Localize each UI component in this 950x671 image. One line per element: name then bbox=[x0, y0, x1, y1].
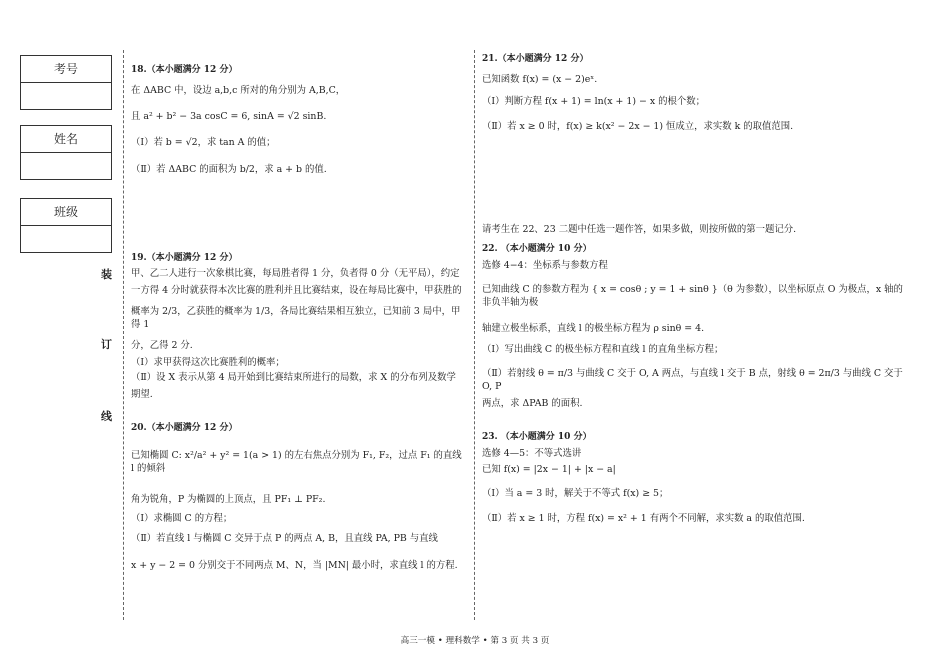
q21-line: （Ⅱ）若 x ≥ 0 时，f(x) ≥ k(x² − 2x − 1) 恒成立，求实数 k 的取值范围. bbox=[482, 121, 794, 132]
q19-heading: 19.（本小题满分 12 分） bbox=[131, 253, 238, 263]
exam-number-blank bbox=[21, 83, 111, 109]
q20-line: x + y − 2 = 0 分别交于不同两点 M、N，当 |MN| 最小时，求直线 l 的方程. bbox=[131, 560, 458, 571]
q18-line: （Ⅰ）若 b = √2，求 tan A 的值； bbox=[131, 137, 276, 148]
q18-line: 且 a² + b² − 3a cosC = 6, sinA = √2 sinB. bbox=[131, 111, 327, 122]
q19-line: （Ⅱ）设 X 表示从第 4 局开始到比赛结束所进行的局数，求 X 的分布列及数学 bbox=[131, 372, 456, 383]
question-19 bbox=[131, 252, 466, 401]
q20-line: 角为锐角，P 为椭圆的上顶点，且 PF₁ ⊥ PF₂. bbox=[131, 494, 326, 505]
name-blank bbox=[21, 153, 111, 179]
seal-char-1: 装 bbox=[101, 268, 112, 281]
exam-number-label: 考号 bbox=[21, 56, 111, 83]
question-20 bbox=[131, 422, 466, 572]
q18-heading: 18.（本小题满分 12 分） bbox=[131, 65, 238, 75]
q21-line: 已知函数 f(x) = (x − 2)eˣ. bbox=[482, 74, 598, 85]
q23-line: 已知 f(x) = |2x − 1| + |x − a| bbox=[482, 464, 616, 475]
q18-line: （Ⅱ）若 ΔABC 的面积为 b/2，求 a + b 的值. bbox=[131, 164, 327, 175]
q19-line: 甲、乙二人进行一次象棋比赛，每局胜者得 1 分，负者得 0 分（无平局），约定 bbox=[131, 268, 460, 279]
q18-line: 在 ΔABC 中，设边 a,b,c 所对的角分别为 A,B,C， bbox=[131, 85, 346, 96]
q22-heading: 22. （本小题满分 10 分） bbox=[482, 244, 592, 254]
name-box bbox=[20, 125, 112, 180]
q19-line: 概率为 2/3，乙获胜的概率为 1/3，各局比赛结果相互独立，已知前 3 局中，甲得 1 bbox=[131, 306, 461, 330]
class-box bbox=[20, 198, 112, 253]
q22-line: 已知曲线 C 的参数方程为 { x = cosθ ; y = 1 + sinθ }（θ 为参数），以坐标原点 O 为极点，x 轴的非负半轴为极 bbox=[482, 284, 903, 308]
exam-number-box bbox=[20, 55, 112, 110]
column-divider bbox=[474, 50, 475, 620]
q23-line: （Ⅱ）若 x ≥ 1 时，方程 f(x) = x² + 1 有两个不同解，求实数 a 的取值范围. bbox=[482, 513, 805, 524]
q20-line: （Ⅰ）求椭圆 C 的方程； bbox=[131, 513, 233, 524]
q19-line: 期望. bbox=[131, 389, 153, 400]
binding-line bbox=[123, 50, 124, 620]
q19-line: 一方得 4 分时就获得本次比赛的胜利并且比赛结束，设在每局比赛中，甲获胜的 bbox=[131, 285, 462, 296]
q20-line: 已知椭圆 C: x²/a² + y² = 1(a > 1) 的左右焦点分别为 F₁, F₂，过点 F₁ 的直线 l 的倾斜 bbox=[131, 450, 462, 474]
right-column bbox=[482, 53, 912, 524]
q23-heading: 23. （本小题满分 10 分） bbox=[482, 432, 592, 442]
left-column bbox=[131, 64, 466, 571]
q22-line: 两点，求 ΔPAB 的面积. bbox=[482, 398, 583, 409]
q22-line: （Ⅰ）写出曲线 C 的极坐标方程和直线 l 的直角坐标方程； bbox=[482, 344, 724, 355]
question-18 bbox=[131, 64, 466, 176]
q20-line: （Ⅱ）若直线 l 与椭圆 C 交异于点 P 的两点 A, B，且直线 PA, PB 与直线 bbox=[131, 533, 438, 544]
q21-line: （Ⅰ）判断方程 f(x + 1) = ln(x + 1) − x 的根个数； bbox=[482, 96, 705, 107]
q23-line: （Ⅰ）当 a = 3 时，解关于不等式 f(x) ≥ 5； bbox=[482, 488, 669, 499]
name-label: 姓名 bbox=[21, 126, 111, 153]
q21-heading: 21.（本小题满分 12 分） bbox=[482, 54, 589, 64]
class-blank bbox=[21, 226, 111, 252]
q19-line: （Ⅰ）求甲获得这次比赛胜利的概率； bbox=[131, 357, 285, 368]
class-label: 班级 bbox=[21, 199, 111, 226]
question-23 bbox=[482, 431, 912, 525]
q22-line: （Ⅱ）若射线 θ = π/3 与曲线 C 交于 O, A 两点，与直线 l 交于 B 点，射线 θ = 2π/3 与曲线 C 交于 O, P bbox=[482, 368, 903, 392]
q22-line: 选修 4−4：坐标系与参数方程 bbox=[482, 260, 608, 271]
page-footer: 高三一模 • 理科数学 • 第 3 页 共 3 页 bbox=[400, 636, 550, 646]
q22-line: 轴建立极坐标系，直线 l 的极坐标方程为 ρ sinθ = 4. bbox=[482, 323, 705, 334]
question-22 bbox=[482, 243, 912, 410]
seal-char-2: 订 bbox=[101, 338, 112, 351]
q20-heading: 20.（本小题满分 12 分） bbox=[131, 423, 238, 433]
seal-char-3: 线 bbox=[101, 410, 112, 423]
q23-line: 选修 4—5：不等式选讲 bbox=[482, 448, 582, 459]
question-21 bbox=[482, 53, 912, 133]
q19-line: 分，乙得 2 分. bbox=[131, 340, 193, 351]
choice-notice: 请考生在 22、23 二题中任选一题作答，如果多做，则按所做的第一题记分. bbox=[482, 224, 797, 235]
